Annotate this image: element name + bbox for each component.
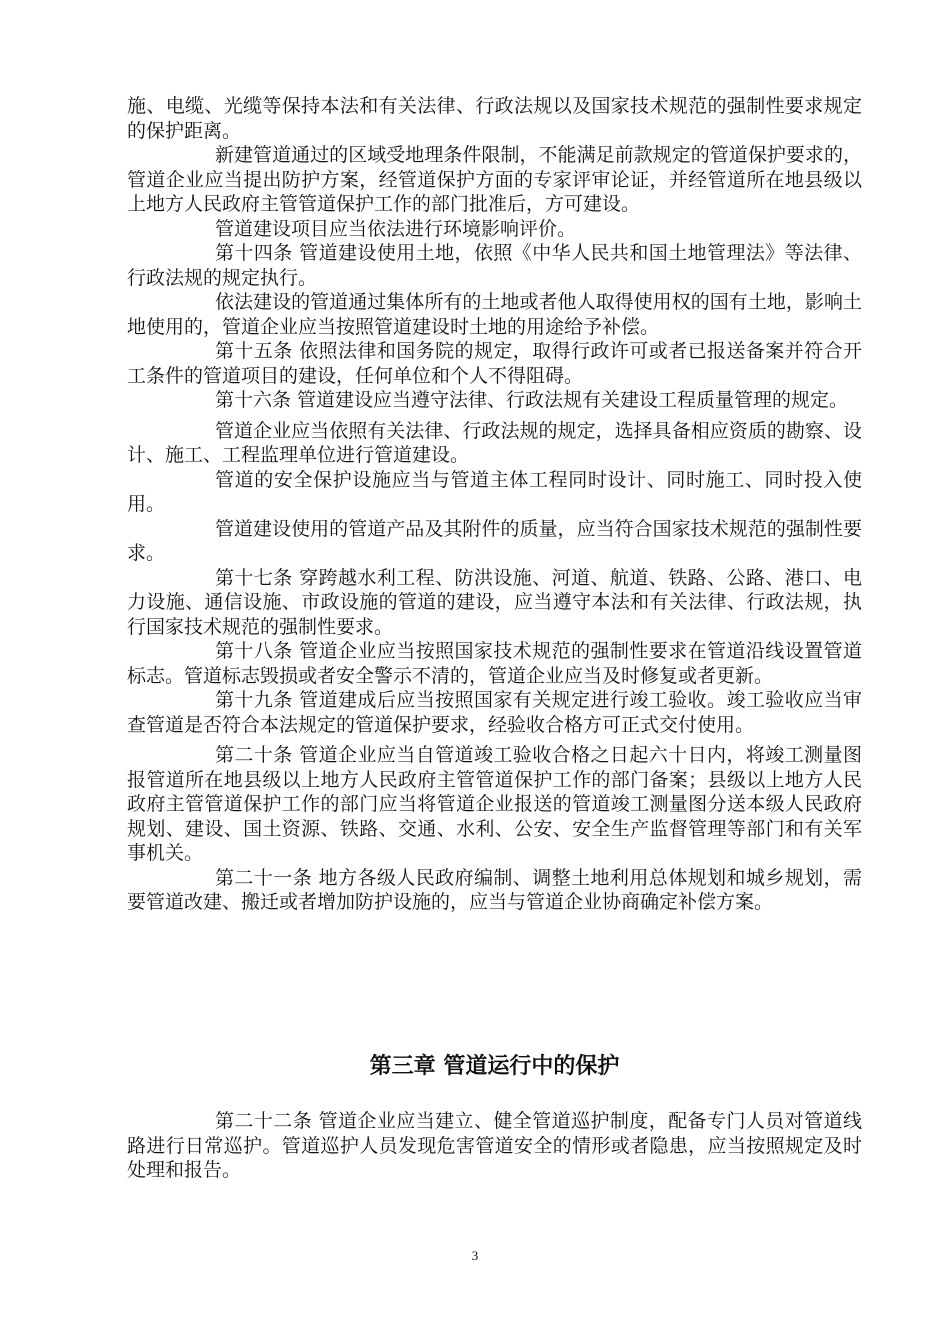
chapter-body xyxy=(127,1109,862,1183)
paragraph: 管道建设使用的管道产品及其附件的质量，应当符合国家技术规范的强制性要求。 xyxy=(127,517,862,564)
article-14: 第十四条 管道建设使用土地，依照《中华人民共和国土地管理法》等法律、行政法规的规定执行。 xyxy=(127,242,862,289)
paragraph: 管道建设项目应当依法进行环境影响评价。 xyxy=(215,217,577,240)
article-18: 第十八条 管道企业应当按照国家技术规范的强制性要求在管道沿线设置管道标志。管道标志毁损或者安全警示不清的，管道企业应当及时修复或者更新。 xyxy=(127,640,862,687)
article-22: 第二十二条 管道企业应当建立、健全管道巡护制度，配备专门人员对管道线路进行日常巡护。管道巡护人员发现危害管道安全的情形或者隐患，应当按照规定及时处理和报告。 xyxy=(127,1110,862,1181)
chapter-title: 第三章 管道运行中的保护 xyxy=(369,1054,620,1079)
page-number: 3 xyxy=(471,1248,479,1263)
article-15: 第十五条 依照法律和国务院的规定，取得行政许可或者已报送备案并符合开工条件的管道项目的建设，任何单位和个人不得阻碍。 xyxy=(127,340,862,387)
article-21: 第二十一条 地方各级人民政府编制、调整土地利用总体规划和城乡规划，需要管道改建、搬迁或者增加防护设施的，应当与管道企业协商确定补偿方案。 xyxy=(127,866,862,913)
body-text xyxy=(127,94,862,915)
article-17: 第十七条 穿跨越水利工程、防洪设施、河道、航道、铁路、公路、港口、电力设施、通信设施、市政设施的管道的建设，应当遵守本法和有关法律、行政法规，执行国家技术规范的强制性要求。 xyxy=(127,566,862,638)
paragraph: 依法建设的管道通过集体所有的土地或者他人取得使用权的国有土地，影响土地使用的，管道企业应当按照管道建设时土地的用途给予补偿。 xyxy=(127,291,862,338)
paragraph: 施、电缆、光缆等保持本法和有关法律、行政法规以及国家技术规范的强制性要求规定的保护距离。 xyxy=(127,95,862,142)
article-16: 第十六条 管道建设应当遵守法律、行政法规有关建设工程质量管理的规定。 xyxy=(215,389,849,411)
paragraph: 管道企业应当依照有关法律、行政法规的规定，选择具备相应资质的勘察、设计、施工、工程监理单位进行管道建设。 xyxy=(127,419,862,466)
article-19: 第十九条 管道建成后应当按照国家有关规定进行竣工验收。竣工验收应当审查管道是否符合本法规定的管道保护要求，经验收合格方可正式交付使用。 xyxy=(127,689,862,736)
article-20: 第二十条 管道企业应当自管道竣工验收合格之日起六十日内，将竣工测量图报管道所在地县级以上地方人民政府主管管道保护工作的部门备案；县级以上地方人民政府主管管道保护工作的部门应当将管道企业报送的管道竣工测量图分送本级人民政府规划、建设、国土资源、铁路、交通、水利、公安、安全生产监督管理等部门和有关军事机关。 xyxy=(127,744,862,864)
paragraph: 新建管道通过的区域受地理条件限制，不能满足前款规定的管道保护要求的，管道企业应当提出防护方案，经管道保护方面的专家评审论证，并经管道所在地县级以上地方人民政府主管管道保护工作的部门批准后，方可建设。 xyxy=(127,144,862,215)
paragraph: 管道的安全保护设施应当与管道主体工程同时设计、同时施工、同时投入使用。 xyxy=(127,468,862,515)
